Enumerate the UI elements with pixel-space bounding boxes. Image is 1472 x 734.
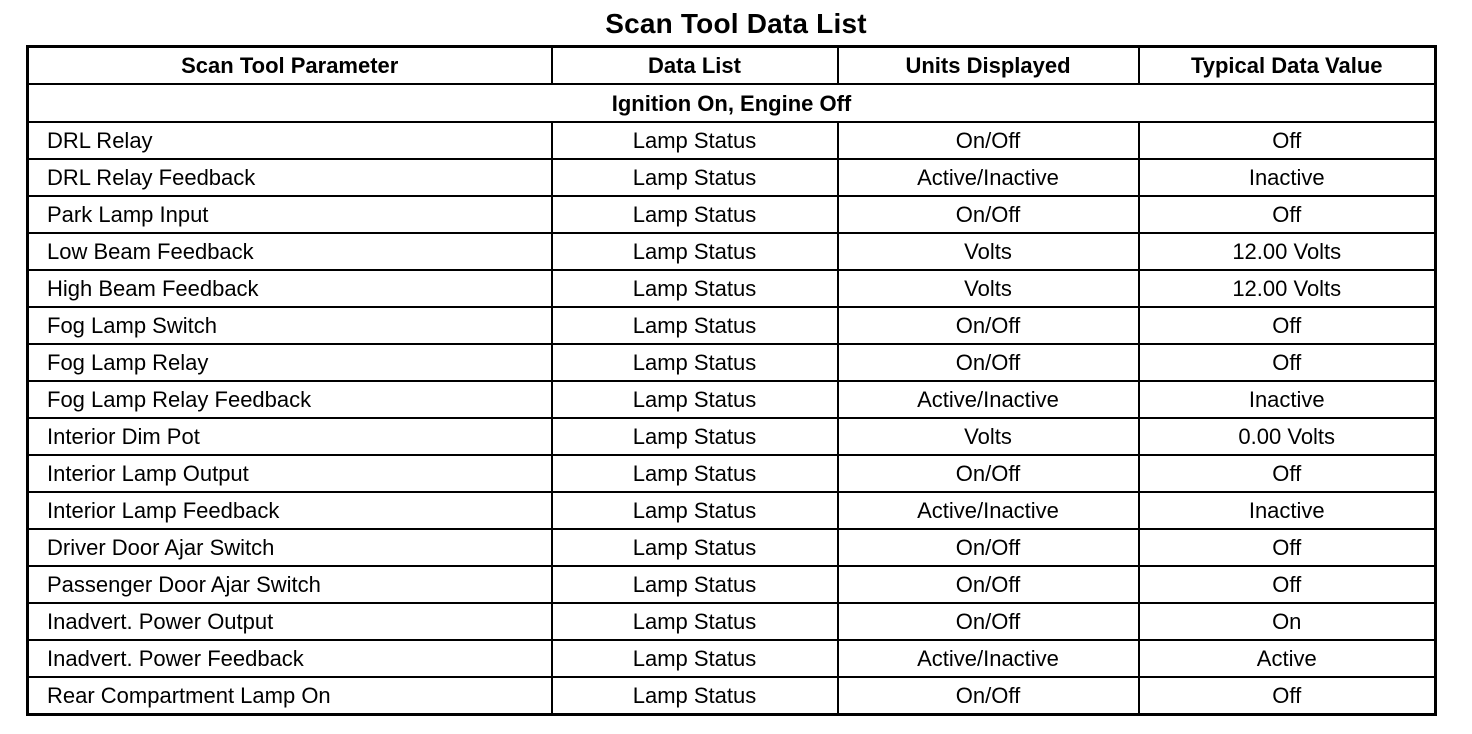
table-row [28, 196, 1436, 233]
cell-units: On/Off [838, 344, 1139, 381]
cell-data-list: Lamp Status [552, 566, 838, 603]
cell-data-list: Lamp Status [552, 418, 838, 455]
cell-data-list: Lamp Status [552, 455, 838, 492]
cell-units: Volts [838, 270, 1139, 307]
cell-units: Active/Inactive [838, 381, 1139, 418]
cell-parameter: Inadvert. Power Feedback [28, 640, 552, 677]
column-header-data-list: Data List [552, 47, 838, 85]
table-row [28, 677, 1436, 715]
table-row [28, 603, 1436, 640]
table-row [28, 566, 1436, 603]
cell-parameter: DRL Relay Feedback [28, 159, 552, 196]
cell-typical-value: Active [1139, 640, 1436, 677]
cell-parameter: High Beam Feedback [28, 270, 552, 307]
cell-units: On/Off [838, 529, 1139, 566]
cell-units: On/Off [838, 307, 1139, 344]
cell-parameter: Fog Lamp Switch [28, 307, 552, 344]
page-title: Scan Tool Data List [605, 8, 867, 39]
table-row [28, 270, 1436, 307]
header-row [28, 47, 1436, 85]
cell-units: Active/Inactive [838, 159, 1139, 196]
cell-typical-value: Off [1139, 677, 1436, 715]
cell-parameter: Interior Lamp Feedback [28, 492, 552, 529]
cell-data-list: Lamp Status [552, 492, 838, 529]
cell-parameter: DRL Relay [28, 122, 552, 159]
cell-parameter: Fog Lamp Relay Feedback [28, 381, 552, 418]
cell-typical-value: Inactive [1139, 492, 1436, 529]
section-label: Ignition On, Engine Off [28, 84, 1436, 122]
cell-data-list: Lamp Status [552, 270, 838, 307]
table-row [28, 122, 1436, 159]
cell-data-list: Lamp Status [552, 196, 838, 233]
cell-data-list: Lamp Status [552, 122, 838, 159]
column-header-units: Units Displayed [838, 47, 1139, 85]
cell-typical-value: Off [1139, 307, 1436, 344]
cell-typical-value: Inactive [1139, 159, 1436, 196]
cell-parameter: Interior Lamp Output [28, 455, 552, 492]
column-header-typical-value: Typical Data Value [1139, 47, 1436, 85]
cell-typical-value: 0.00 Volts [1139, 418, 1436, 455]
cell-data-list: Lamp Status [552, 233, 838, 270]
cell-units: Volts [838, 233, 1139, 270]
column-header-parameter: Scan Tool Parameter [28, 47, 552, 85]
cell-parameter: Park Lamp Input [28, 196, 552, 233]
cell-typical-value: Off [1139, 566, 1436, 603]
cell-data-list: Lamp Status [552, 159, 838, 196]
table-row [28, 344, 1436, 381]
cell-parameter: Inadvert. Power Output [28, 603, 552, 640]
cell-parameter: Low Beam Feedback [28, 233, 552, 270]
cell-units: On/Off [838, 122, 1139, 159]
cell-typical-value: Off [1139, 196, 1436, 233]
cell-parameter: Driver Door Ajar Switch [28, 529, 552, 566]
cell-typical-value: Off [1139, 529, 1436, 566]
table-row [28, 529, 1436, 566]
scan-tool-data-table [26, 45, 1437, 716]
table-row [28, 307, 1436, 344]
cell-parameter: Interior Dim Pot [28, 418, 552, 455]
cell-data-list: Lamp Status [552, 381, 838, 418]
cell-typical-value: Off [1139, 344, 1436, 381]
table-row [28, 418, 1436, 455]
cell-units: Volts [838, 418, 1139, 455]
table-row [28, 381, 1436, 418]
table-row [28, 640, 1436, 677]
table-body [28, 84, 1436, 715]
table-row [28, 492, 1436, 529]
cell-units: On/Off [838, 566, 1139, 603]
cell-typical-value: On [1139, 603, 1436, 640]
cell-typical-value: Off [1139, 122, 1436, 159]
cell-units: On/Off [838, 603, 1139, 640]
cell-data-list: Lamp Status [552, 344, 838, 381]
cell-units: On/Off [838, 455, 1139, 492]
cell-typical-value: 12.00 Volts [1139, 233, 1436, 270]
cell-parameter: Fog Lamp Relay [28, 344, 552, 381]
cell-typical-value: Inactive [1139, 381, 1436, 418]
cell-parameter: Passenger Door Ajar Switch [28, 566, 552, 603]
cell-data-list: Lamp Status [552, 603, 838, 640]
cell-typical-value: Off [1139, 455, 1436, 492]
table-row [28, 159, 1436, 196]
cell-data-list: Lamp Status [552, 529, 838, 566]
cell-units: On/Off [838, 677, 1139, 715]
cell-data-list: Lamp Status [552, 640, 838, 677]
section-row [28, 84, 1436, 122]
cell-typical-value: 12.00 Volts [1139, 270, 1436, 307]
cell-data-list: Lamp Status [552, 307, 838, 344]
cell-units: Active/Inactive [838, 492, 1139, 529]
cell-data-list: Lamp Status [552, 677, 838, 715]
table-row [28, 455, 1436, 492]
cell-units: Active/Inactive [838, 640, 1139, 677]
cell-parameter: Rear Compartment Lamp On [28, 677, 552, 715]
table-row [28, 233, 1436, 270]
cell-units: On/Off [838, 196, 1139, 233]
